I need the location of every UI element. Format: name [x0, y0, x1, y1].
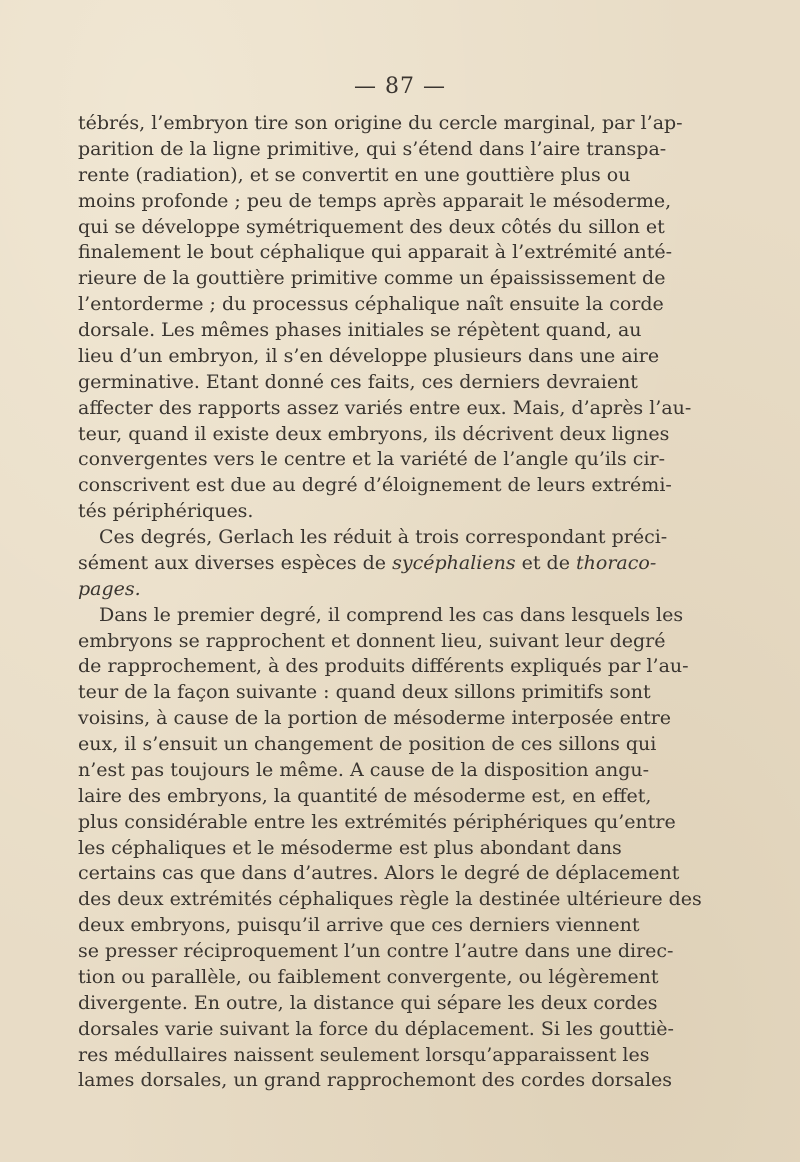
text-segment: sément aux diverses espèces de — [78, 551, 387, 574]
text-line: lieu d’un embryon, il s’en développe plusieurs dans une aire — [78, 344, 660, 367]
text-line: qui se développe symétriquement des deux côtés du sillon et — [78, 215, 665, 238]
text-line: dorsales varie suivant la force du déplacement. Si les gouttiè- — [78, 1017, 674, 1040]
italic-term: pages. — [78, 577, 141, 600]
text-line: finalement le bout céphalique qui apparait à l’extrémité anté- — [78, 241, 672, 264]
text-line: l’entorderme ; du processus céphalique naît ensuite la corde — [78, 293, 664, 316]
text-line: tion ou parallèle, ou faiblement convergente, ou légèrement — [78, 965, 659, 988]
text-line: deux embryons, puisqu’il arrive que ces derniers viennent — [78, 914, 640, 937]
italic-term: sycéphaliens — [392, 551, 516, 574]
italic-term: thoraco- — [576, 551, 657, 574]
text-line: des deux extrémités céphaliques règle la destinée ultérieure des — [78, 888, 702, 911]
page-number: — 87 — — [354, 74, 446, 99]
text-line: voisins, à cause de la portion de mésoderme interposée entre — [78, 707, 672, 730]
body-text — [78, 111, 702, 1094]
text-line: rieure de la gouttière primitive comme un épaississement de — [78, 267, 666, 290]
text-line: germinative. Etant donné ces faits, ces derniers devraient — [78, 370, 638, 393]
text-line: teur de la façon suivante : quand deux sillons primitifs sont — [78, 681, 651, 704]
text-line: tébrés, l’embryon tire son origine du cercle marginal, par l’ap- — [78, 112, 683, 134]
text-line: teur, quand il existe deux embryons, ils décrivent deux lignes — [78, 422, 670, 445]
text-line: convergentes vers le centre et la variété de l’angle qu’ils cir- — [78, 448, 666, 471]
text-line — [78, 551, 657, 577]
text-line: affecter des rapports assez variés entre eux. Mais, d’après l’au- — [78, 396, 692, 419]
text-line: Ces degrés, Gerlach les réduit à trois correspondant préci- — [99, 526, 668, 548]
text-line: divergente. En outre, la distance qui sépare les deux cordes — [78, 991, 658, 1014]
text-line: se presser réciproquement l’un contre l’autre dans une direc- — [78, 940, 674, 962]
text-line: tés périphériques. — [78, 500, 254, 523]
text-line: parition de la ligne primitive, qui s’étend dans l’aire transpa- — [78, 137, 667, 160]
text-line: laire des embryons, la quantité de mésoderme est, en effet, — [78, 784, 652, 807]
text-line: n’est pas toujours le même. A cause de la disposition angu- — [78, 758, 650, 781]
text-line: conscrivent est due au degré d’éloignement de leurs extrémi- — [78, 474, 672, 497]
text-line: dorsale. Les mêmes phases initiales se répètent quand, au — [78, 319, 642, 341]
text-line: les céphaliques et le mésoderme est plus abondant dans — [78, 836, 622, 859]
text-line — [78, 577, 614, 603]
text-line: de rapprochement, à des produits différents expliqués par l’au- — [78, 655, 689, 678]
text-line: moins profonde ; peu de temps après apparait le mésoderme, — [78, 189, 672, 212]
text-line: lames dorsales, un grand rapprochemont des cordes dorsales — [78, 1069, 673, 1092]
text-line: certains cas que dans d’autres. Alors le degré de déplacement — [78, 862, 680, 885]
text-line: rente (radiation), et se convertit en une gouttière plus ou — [78, 163, 631, 186]
text-line: embryons se rapprochent et donnent lieu, suivant leur degré — [78, 629, 666, 652]
text-segment: et de — [521, 551, 570, 574]
text-line: eux, il s’ensuit un changement de position de ces sillons qui — [78, 733, 657, 755]
text-line: plus considérable entre les extrémités périphériques qu’entre — [78, 810, 676, 833]
text-line: Dans le premier degré, il comprend les cas dans lesquels les — [99, 603, 684, 626]
text-line: res médullaires naissent seulement lorsqu’apparaissent les — [78, 1043, 650, 1066]
